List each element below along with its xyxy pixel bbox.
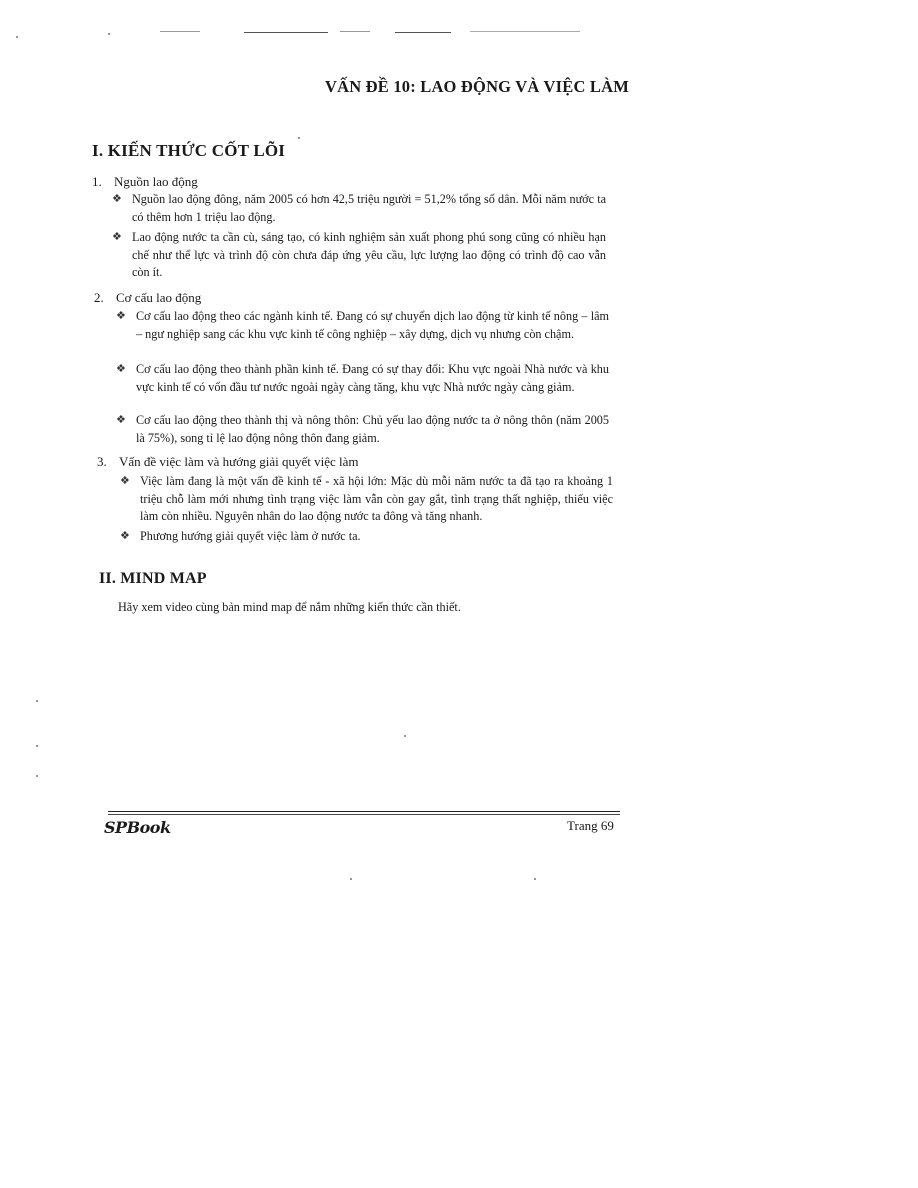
scan-speck (36, 745, 38, 747)
scan-speck (350, 878, 352, 880)
section-heading-2: II. MIND MAP (99, 570, 207, 587)
scan-speck (298, 137, 300, 139)
diamond-bullet-icon: ❖ (112, 193, 122, 205)
bullet-item: ❖ Cơ cấu lao động theo thành thị và nông thôn: Chủ yếu lao động nước ta ở nông thôn (năm 2005 là 75%), song tỉ lệ lao động nông thôn đang giảm. (116, 413, 609, 445)
bullet-item: ❖ Phương hướng giải quyết việc làm ở nước ta. (140, 528, 613, 546)
bullet-item: ❖ Lao động nước ta cần cù, sáng tạo, có kinh nghiệm sản xuất phong phú song cũng có nhiều hạn chế như thể lực và trình độ còn chưa đáp ứng yêu cầu, lực lượng lao động có trình độ cao vẫn còn ít. (112, 230, 606, 279)
bullet-item: ❖ Cơ cấu lao động theo các ngành kinh tế. Đang có sự chuyển dịch lao động từ kinh tế nông – lâm – ngư nghiệp sang các khu vực kinh tế công nghiệp – xây dựng, dịch vụ nhưng còn chậm. (116, 309, 609, 341)
diamond-bullet-icon: ❖ (116, 363, 126, 375)
scan-speck (108, 33, 110, 35)
diamond-bullet-icon: ❖ (116, 310, 126, 322)
subsection-title-3 (97, 454, 359, 470)
subsection-number: 3. (97, 454, 107, 469)
diamond-bullet-icon: ❖ (116, 414, 126, 426)
bullet-item: ❖ Việc làm đang là một vấn đề kinh tế - xã hội lớn: Mặc dù mỗi năm nước ta đã tạo ra khoảng 1 triệu chỗ làm mới nhưng tình trạng việc làm vẫn còn gay gắt, tình trạng thất nghiệp, thiếu việc làm còn nhiều. Nguyên nhân do lao động nước ta đông và tăng nhanh. (120, 474, 613, 523)
publisher-logo: SPBook (104, 818, 171, 837)
section-heading-1: I. KIẾN THỨC CỐT LÕI (92, 141, 286, 160)
subsection-number: 1. (92, 174, 102, 189)
scan-artifact (160, 31, 200, 32)
subsection-label: Vấn đề việc làm và hướng giải quyết việc làm (119, 454, 359, 469)
bullet-item: ❖ Nguồn lao động đông, năm 2005 có hơn 42,5 triệu người = 51,2% tổng số dân. Mỗi năm nước ta có thêm hơn 1 triệu lao động. (112, 192, 606, 224)
subsection-label: Cơ cấu lao động (116, 290, 202, 305)
bullet-item: ❖ Cơ cấu lao động theo thành phần kinh tế. Đang có sự thay đổi: Khu vực ngoài Nhà nước và khu vực kinh tế có vốn đầu tư nước ngoài ngày càng tăng, khu vực Nhà nước ngày càng giảm. (116, 362, 609, 394)
scan-artifact (340, 31, 370, 32)
subsection-title-2 (94, 290, 201, 306)
diamond-bullet-icon: ❖ (120, 475, 130, 487)
scan-speck (36, 700, 38, 702)
scan-speck (534, 878, 536, 880)
subsection-title-1 (92, 174, 198, 190)
page-number: Trang 69 (567, 818, 614, 833)
diamond-bullet-icon: ❖ (120, 530, 130, 542)
footer-rule (108, 811, 620, 812)
mindmap-instruction: Hãy xem video cùng bản mind map để nắm những kiến thức cần thiết. (118, 600, 461, 614)
scan-artifact (244, 32, 328, 33)
page-title: VẤN ĐỀ 10: LAO ĐỘNG VÀ VIỆC LÀM (325, 77, 629, 96)
footer-rule (108, 814, 620, 815)
subsection-label: Nguồn lao động (114, 174, 198, 189)
scan-speck (404, 735, 406, 737)
scan-speck (16, 36, 18, 38)
scan-artifact (470, 31, 580, 32)
scan-speck (36, 775, 38, 777)
scan-artifact (395, 32, 451, 33)
diamond-bullet-icon: ❖ (112, 231, 122, 243)
subsection-number: 2. (94, 290, 104, 305)
